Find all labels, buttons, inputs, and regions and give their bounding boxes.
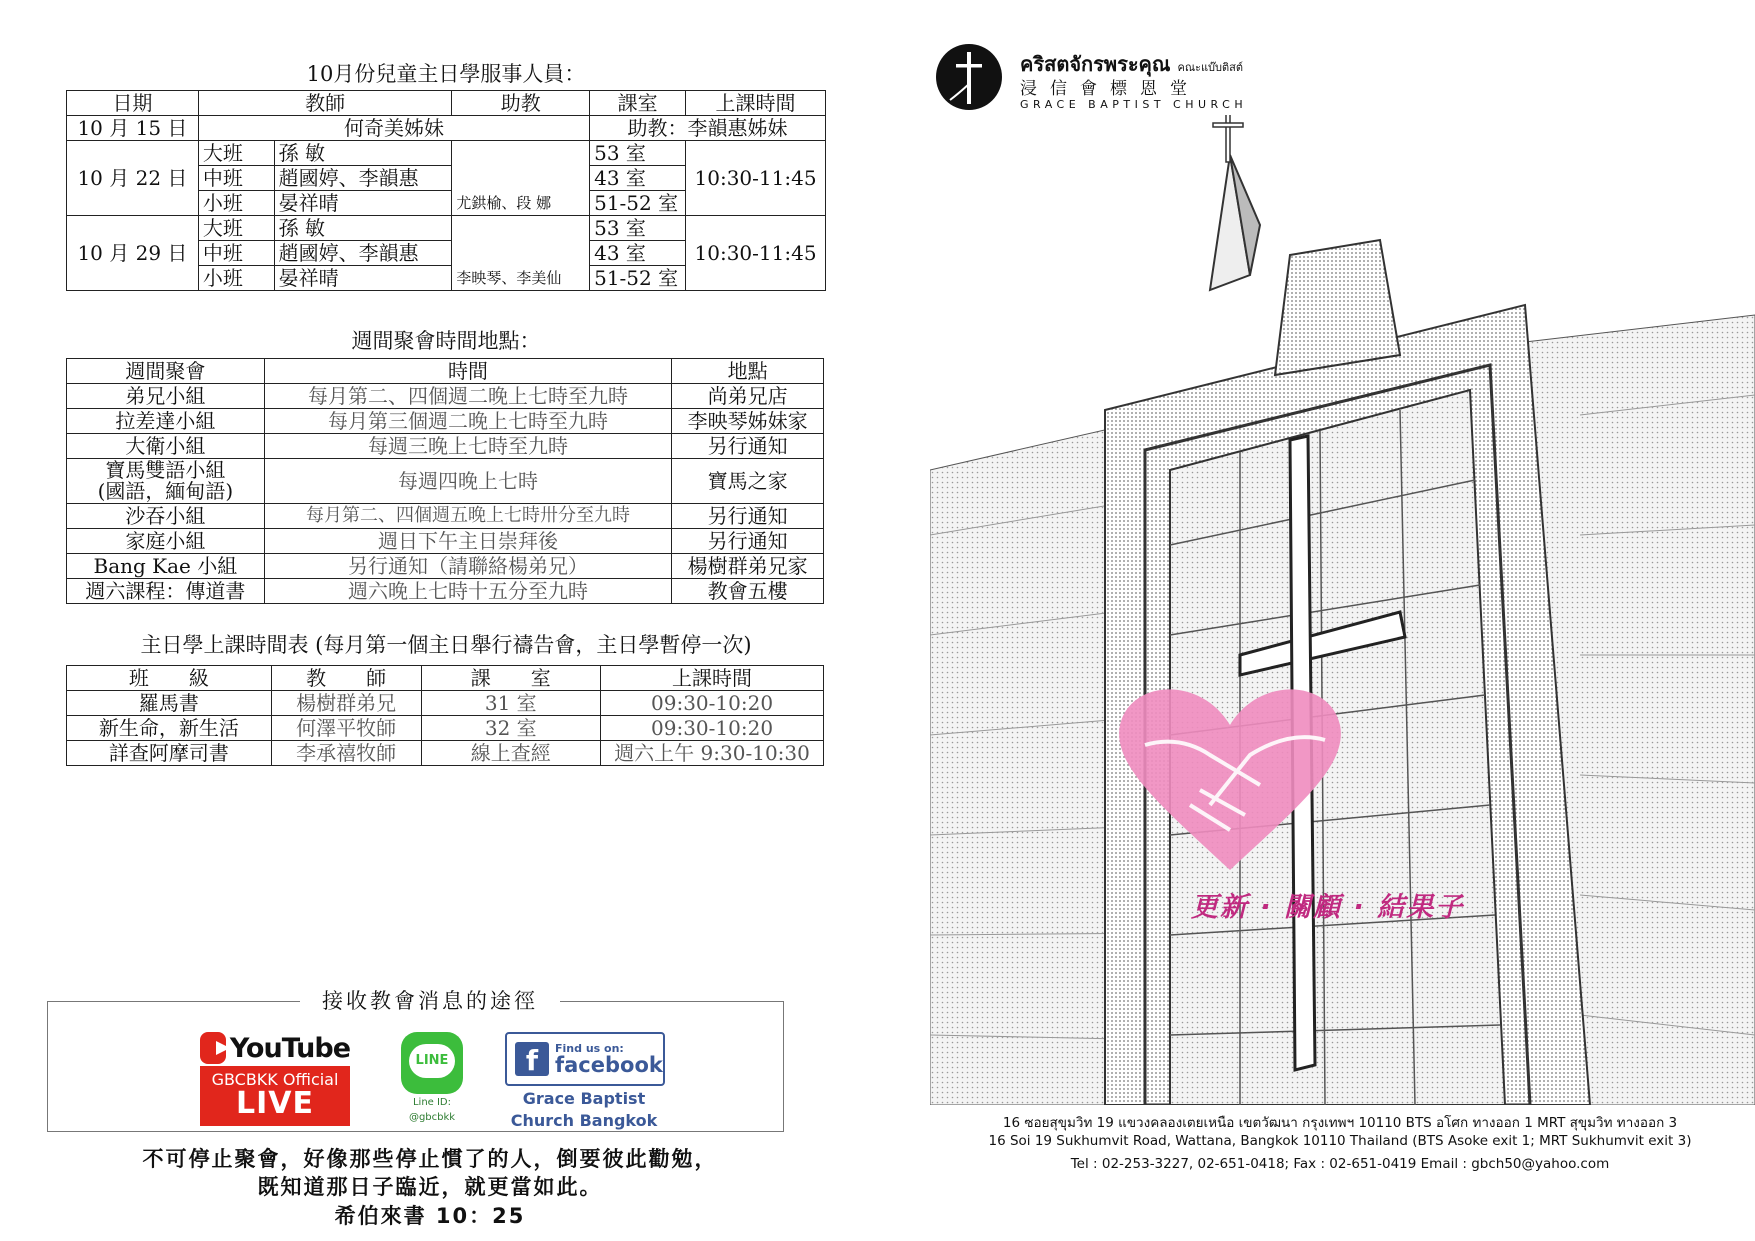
address-thai: 16 ซอยสุขุมวิท 19 แขวงคลองเตยเหนือ เขตวัฒนา กรุงเทพฯ 10110 BTS อโศก ทางออก 1 MRT สุขุมวิท ทางออก 3	[1002, 1115, 1678, 1131]
class-name: 詳查阿摩司書	[67, 741, 272, 766]
header-time: 上課時間	[601, 666, 824, 691]
meeting-time: 每月第二、四個週二晚上七時至九時	[264, 384, 671, 409]
adult-school-table	[66, 665, 824, 766]
meeting-time: 每週四晚上七時	[264, 459, 671, 504]
class-cell: 小班	[198, 266, 274, 291]
teacher-cell: 晏祥晴	[274, 191, 452, 216]
teacher-cell: 趙國婷、李韻惠	[274, 241, 452, 266]
assistant-cell: 尤鉷榆、段 娜	[452, 141, 590, 216]
class-name: 新生命，新生活	[67, 716, 272, 741]
table-row	[67, 116, 826, 141]
meeting-place: 寶馬之家	[672, 459, 824, 504]
header-place: 地點	[672, 359, 824, 384]
header-class: 班 級	[67, 666, 272, 691]
teacher-name: 何澤平牧師	[271, 716, 421, 741]
meeting-place: 另行通知	[672, 529, 824, 554]
weekly-table	[66, 358, 824, 604]
assistant-cell: 助教：李韻惠姊妹	[590, 116, 826, 141]
header-room: 課 室	[421, 666, 601, 691]
facebook-f-icon: f	[515, 1042, 549, 1076]
youtube-badge[interactable]	[200, 1030, 350, 1128]
room-name: 31 室	[421, 691, 601, 716]
table-row	[67, 384, 824, 409]
meeting-name: 弟兄小組	[67, 384, 265, 409]
table-row	[67, 741, 824, 766]
room-cell: 51-52 室	[590, 266, 686, 291]
youtube-logo	[200, 1030, 350, 1066]
church-name-chinese: 浸信會標恩堂	[1020, 79, 1200, 99]
line-icon	[401, 1032, 463, 1094]
table-row	[67, 434, 824, 459]
meeting-time: 週日下午主日崇拜後	[264, 529, 671, 554]
meeting-place: 李映琴姊妹家	[672, 409, 824, 434]
meeting-place: 楊樹群弟兄家	[672, 554, 824, 579]
church-name-thai-small: คณะแบ๊บติสต์	[1177, 61, 1243, 74]
meeting-name-cell	[67, 459, 265, 504]
church-logo	[936, 44, 1256, 114]
teacher-cell: 晏祥晴	[274, 266, 452, 291]
time-cell: 10:30-11:45	[686, 141, 826, 216]
facebook-badge[interactable]	[505, 1032, 663, 1130]
assistant-cell: 李映琴、李美仙	[452, 216, 590, 291]
room-cell: 43 室	[590, 241, 686, 266]
church-name-thai: คริสตจักรพระคุณ	[1020, 52, 1171, 76]
time-cell: 10:30-11:45	[686, 216, 826, 291]
cross-emblem-icon	[936, 44, 1002, 110]
adult-school-title: 主日學上課時間表 (每月第一個主日舉行禱告會，主日學暫停一次)	[140, 633, 752, 657]
youtube-play-icon	[200, 1032, 226, 1064]
meeting-name: 週六課程：傳道書	[67, 579, 265, 604]
meeting-time: 週六晚上七時十五分至九時	[264, 579, 671, 604]
room-cell: 53 室	[590, 141, 686, 166]
header-teacher: 教師	[198, 91, 451, 116]
class-cell: 中班	[198, 166, 274, 191]
facebook-page-name-1: Grace Baptist	[522, 1089, 646, 1108]
meeting-place: 另行通知	[672, 434, 824, 459]
line-id: @gbcbkk	[408, 1112, 456, 1123]
header-room: 課室	[590, 91, 686, 116]
date-cell: 10 月 29 日	[67, 216, 199, 291]
table-row	[67, 409, 824, 434]
header-teacher: 教 師	[271, 666, 421, 691]
teacher-cell: 何奇美姊妹	[198, 116, 589, 141]
teacher-name: 李承禧牧師	[271, 741, 421, 766]
channels-title: 接收教會消息的途徑	[300, 985, 560, 1015]
header-meeting: 週間聚會	[67, 359, 265, 384]
teacher-cell: 孫 敏	[274, 141, 452, 166]
facebook-page-name-2: Church Bangkok	[510, 1111, 658, 1130]
church-name-english: GRACE BAPTIST CHURCH	[1020, 98, 1248, 111]
class-cell: 大班	[198, 216, 274, 241]
meeting-name: 寶馬雙語小組	[105, 458, 226, 482]
table-row	[67, 529, 824, 554]
table-header-row	[67, 91, 826, 116]
church-motto: 更新 · 關顧 · 結果子	[1191, 892, 1465, 923]
youtube-live-panel	[200, 1066, 350, 1126]
weekly-title: 週間聚會時間地點：	[351, 329, 541, 353]
staff-title: 10月份兒童主日學服事人員：	[306, 62, 586, 86]
class-cell: 中班	[198, 241, 274, 266]
table-row	[67, 504, 824, 529]
verse-reference: 希伯來書 10：25	[334, 1204, 526, 1228]
meeting-place: 另行通知	[672, 504, 824, 529]
class-name: 羅馬書	[67, 691, 272, 716]
header-date: 日期	[67, 91, 199, 116]
date-cell: 10 月 15 日	[67, 116, 199, 141]
verse-line-2: 既知道那日子臨近，就更當如此。	[257, 1175, 603, 1199]
teacher-cell: 趙國婷、李韻惠	[274, 166, 452, 191]
table-header-row	[67, 359, 824, 384]
meeting-time: 每週三晚上七時至九時	[264, 434, 671, 459]
table-header-row	[67, 666, 824, 691]
meeting-time: 每月第二、四個週五晚上七時卅分至九時	[264, 504, 671, 529]
class-time: 09:30-10:20	[601, 716, 824, 741]
table-row	[67, 716, 824, 741]
meeting-time: 每月第三個週二晚上七時至九時	[264, 409, 671, 434]
staff-table	[66, 90, 826, 291]
table-row	[67, 579, 824, 604]
header-assistant: 助教	[452, 91, 590, 116]
address-english: 16 Soi 19 Sukhumvit Road, Wattana, Bangkok 10110 Thailand (BTS Asoke exit 1; MRT Sukhumvit exit 3)	[988, 1133, 1692, 1149]
meeting-name-languages: (國語，緬甸語)	[97, 479, 234, 503]
verse-line-1: 不可停止聚會，好像那些停止慣了的人，倒要彼此勸勉，	[142, 1147, 718, 1171]
facebook-find-text: Find us on:	[555, 1042, 624, 1055]
class-cell: 大班	[198, 141, 274, 166]
teacher-name: 楊樹群弟兄	[271, 691, 421, 716]
room-name: 32 室	[421, 716, 601, 741]
table-row	[67, 459, 824, 504]
class-time: 09:30-10:20	[601, 691, 824, 716]
room-name: 線上查經	[421, 741, 601, 766]
class-time: 週六上午 9:30-10:30	[601, 741, 824, 766]
room-cell: 53 室	[590, 216, 686, 241]
meeting-name: Bang Kae 小組	[67, 554, 265, 579]
youtube-channel-name: GBCBKK Official	[211, 1070, 339, 1089]
table-row	[67, 554, 824, 579]
table-row	[67, 216, 826, 241]
line-badge[interactable]	[396, 1032, 468, 1127]
line-word: LINE	[409, 1044, 455, 1078]
class-cell: 小班	[198, 191, 274, 216]
teacher-cell: 孫 敏	[274, 216, 452, 241]
room-cell: 51-52 室	[590, 191, 686, 216]
table-row	[67, 141, 826, 166]
meeting-name: 家庭小組	[67, 529, 265, 554]
header-time: 上課時間	[686, 91, 826, 116]
header-time: 時間	[264, 359, 671, 384]
meeting-place: 尚弟兄店	[672, 384, 824, 409]
contact-info: Tel : 02-253-3227, 02-651-0418; Fax : 02-651-0419 Email : gbch50@yahoo.com	[1070, 1156, 1610, 1172]
youtube-word: YouTube	[229, 1032, 350, 1064]
meeting-time: 另行通知（請聯絡楊弟兄）	[264, 554, 671, 579]
date-cell: 10 月 22 日	[67, 141, 199, 216]
youtube-live-label: LIVE	[236, 1086, 314, 1121]
facebook-find-us	[505, 1032, 665, 1086]
room-cell: 43 室	[590, 166, 686, 191]
facebook-word: facebook	[555, 1053, 663, 1077]
line-id-label: Line ID:	[412, 1097, 452, 1108]
meeting-place: 教會五樓	[672, 579, 824, 604]
meeting-name: 沙吞小組	[67, 504, 265, 529]
meeting-name: 拉差達小組	[67, 409, 265, 434]
meeting-name: 大衛小組	[67, 434, 265, 459]
table-row	[67, 691, 824, 716]
church-building-illustration	[930, 115, 1755, 1105]
